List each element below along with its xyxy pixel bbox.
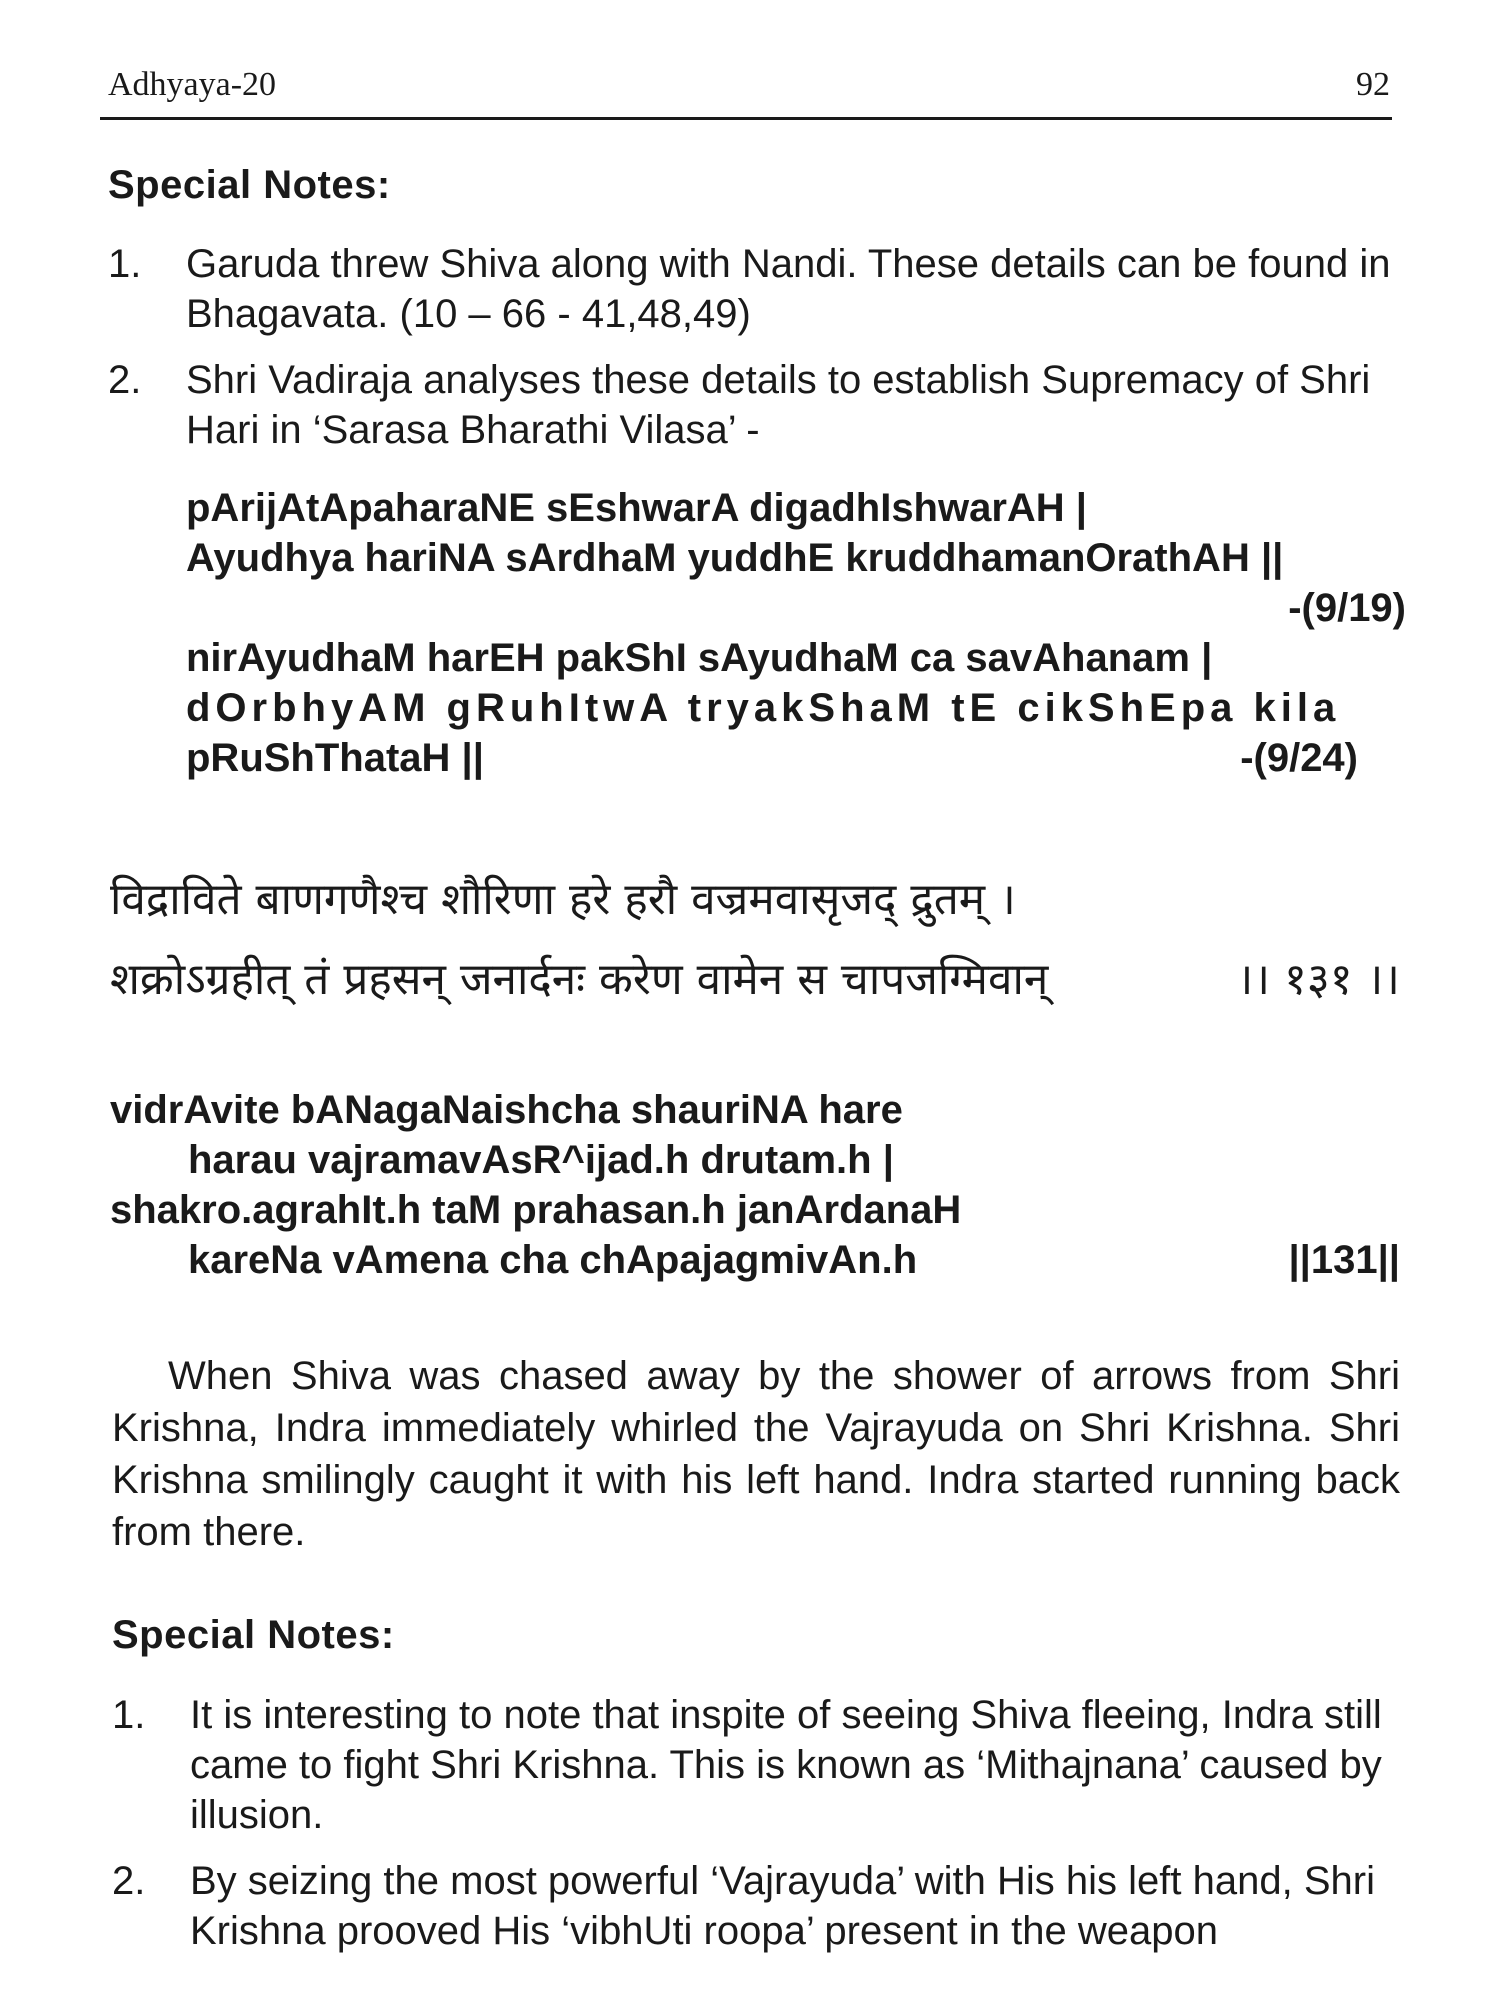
translit-line: harau vajramavAsR^ijad.h drutam.h |	[188, 1138, 894, 1182]
sanskrit-shloka	[110, 860, 1400, 1020]
translation-paragraph: When Shiva was chased away by the shower of arrows from Shri Krishna, Indra immediately whirled the Vajrayuda on Shri Krishna. Shri Krishna smilingly caught it with his left hand. Indra started running back from there.	[112, 1354, 1400, 1554]
verse-line: nirAyudhaM harEH pakShI sAyudhaM ca savAhanam |	[186, 636, 1213, 680]
verse-reference: -(9/19)	[1288, 586, 1406, 630]
chapter-title: Adhyaya-20	[108, 66, 277, 103]
verse-line-text: dOrbhyAM gRuhItwA tryakShaM tE cikShEpa kila	[186, 686, 1341, 730]
list-number: 2.	[108, 358, 142, 402]
verse-line	[186, 733, 1406, 783]
verse-line	[186, 683, 1406, 733]
transliteration	[110, 1085, 1400, 1285]
header-divider	[100, 117, 1392, 120]
list-item	[112, 1690, 1408, 1840]
translit-line: vidrAvite bANagaNaishcha shauriNA hare	[110, 1088, 903, 1132]
special-notes-heading-2: Special Notes:	[112, 1613, 395, 1657]
list-item	[108, 355, 1408, 455]
translit-line-text: kareNa vAmena cha chApajagmivAn.h	[188, 1238, 918, 1282]
verse-reference: -(9/24)	[1240, 736, 1358, 780]
translit-line	[110, 1235, 1400, 1285]
list-number: 2.	[112, 1859, 146, 1903]
translit-number: ||131||	[1288, 1238, 1400, 1282]
list-number: 1.	[112, 1693, 146, 1737]
translit-line: shakro.agrahIt.h taM prahasan.h janArdanaH	[110, 1188, 962, 1232]
list-item	[108, 239, 1408, 339]
sanskrit-line: विद्राविते बाणगणैश्च शौरिणा हरे हरौ वज्रमवासृजद् द्रुतम् ।	[110, 874, 1016, 925]
verse-line: pArijAtApaharaNE sEshwarA digadhIshwarAH |	[186, 486, 1087, 530]
shloka-number: ।। १३१ ।।	[1236, 954, 1400, 1005]
verse-line-text: pRuShThataH ||	[186, 736, 484, 780]
sanskrit-line	[110, 940, 1400, 1020]
list-item	[112, 1856, 1408, 1956]
notes1-list	[108, 239, 1408, 471]
sanskrit-line-text: शक्रोऽग्रहीत् तं प्रहसन् जनार्दनः करेण वामेन स चापजग्मिवान्	[110, 954, 1049, 1005]
list-number: 1.	[108, 242, 142, 286]
verse-line: Ayudhya hariNA sArdhaM yuddhE kruddhamanOrathAH ||	[186, 536, 1284, 580]
list-text: It is interesting to note that inspite of seeing Shiva fleeing, Indra still came to fight Shri Krishna. This is known as ‘Mithajnana’ caused by illusion.	[190, 1693, 1382, 1837]
list-text: Garuda threw Shiva along with Nandi. These details can be found in Bhagavata. (10 – 66 - 41,48,49)	[186, 242, 1391, 336]
list-text: Shri Vadiraja analyses these details to establish Supremacy of Shri Hari in ‘Sarasa Bharathi Vilasa’ -	[186, 358, 1371, 452]
notes2-list	[112, 1690, 1408, 1972]
special-notes-heading-1: Special Notes:	[108, 163, 391, 207]
quoted-verse	[186, 483, 1406, 783]
page-number: 92	[1356, 66, 1390, 103]
list-text: By seizing the most powerful ‘Vajrayuda’ with His his left hand, Shri Krishna prooved His ‘vibhUti roopa’ present in the weapon	[190, 1859, 1375, 1953]
